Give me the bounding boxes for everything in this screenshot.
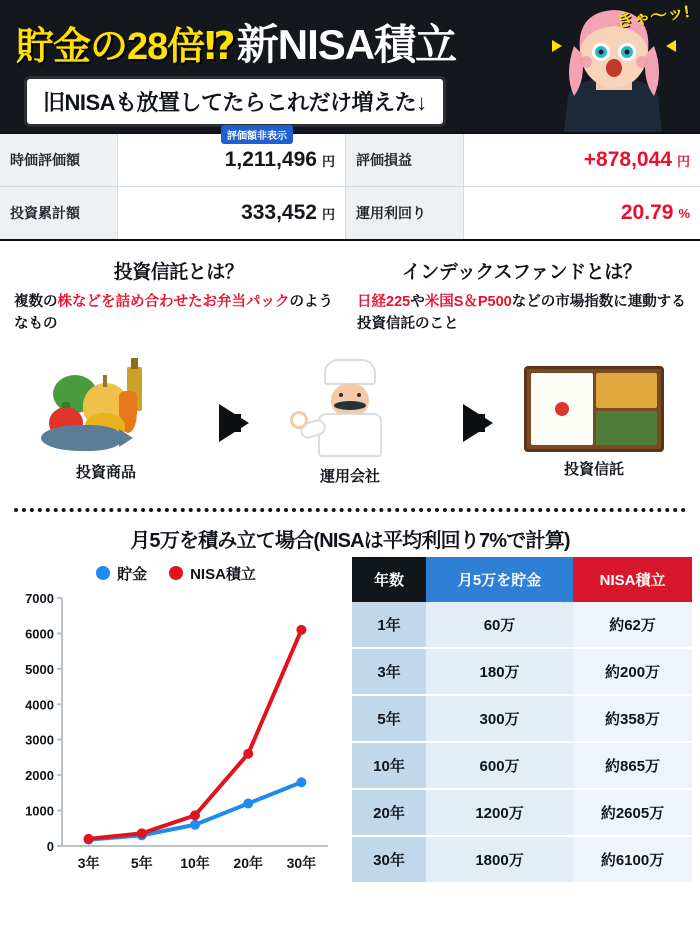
profit-loss-number: +878,044 — [583, 148, 672, 171]
explain-left-title: 投資信託とは？ — [113, 262, 244, 283]
title-main: 新NISA積立 — [236, 21, 457, 68]
explain-right — [357, 257, 686, 336]
svg-text:6000: 6000 — [25, 625, 54, 641]
yield-unit: % — [678, 205, 690, 221]
illustration-label-company: 運用会社 — [319, 468, 380, 485]
table-cell: 5年 — [352, 695, 426, 742]
label-total-invested: 投資累計額 — [0, 187, 118, 239]
legend-item-savings — [96, 563, 147, 584]
explain-right-text-2: などの市場指数に連動する投資信託のこと — [357, 294, 686, 332]
right-arrow-icon — [219, 404, 249, 442]
legend-dot-nisa — [169, 566, 183, 580]
value-yield — [464, 187, 700, 239]
th-nisa: NISA積立 — [573, 557, 692, 602]
table-cell: 1800万 — [426, 836, 573, 883]
illustration-label-fund: 投資信託 — [563, 461, 624, 478]
table-cell: 180万 — [426, 648, 573, 695]
value-profit-loss — [464, 134, 700, 187]
legend-label-nisa: NISA積立 — [190, 565, 256, 583]
explain-right-highlight-2: 米国S＆P500 — [424, 294, 512, 310]
table-cell: 約2605万 — [573, 789, 692, 836]
market-value-unit: 円 — [321, 153, 335, 169]
header-subtitle: 旧NISAも放置してたらこれだけ増えた↓ — [24, 76, 446, 127]
explain-left-text-2: のようなもの — [14, 294, 333, 332]
svg-text:0: 0 — [46, 838, 54, 854]
header-banner — [0, 0, 700, 132]
table-row — [352, 742, 692, 789]
svg-text:2000: 2000 — [25, 767, 54, 783]
illustration-products — [14, 363, 198, 482]
chart-legend — [6, 563, 346, 584]
label-yield: 運用利回り — [346, 187, 464, 239]
table-cell: 60万 — [426, 602, 573, 648]
explanation-section — [0, 241, 700, 342]
chart-title: 月5万を積み立て場合(NISAは平均利回り7%で計算) — [130, 529, 570, 552]
total-invested-number: 333,452 — [241, 201, 317, 224]
comparison-table — [352, 557, 692, 884]
svg-text:4000: 4000 — [25, 696, 54, 712]
illustration-fund — [502, 366, 686, 479]
illustration-row — [0, 348, 700, 498]
value-total-invested — [118, 187, 346, 239]
bento-box-icon — [524, 366, 664, 452]
table-cell: 1200万 — [426, 789, 573, 836]
svg-text:30年: 30年 — [286, 854, 317, 871]
svg-text:7000: 7000 — [25, 590, 54, 606]
table-cell: 約6100万 — [573, 836, 692, 883]
explain-right-body — [357, 292, 686, 336]
hide-value-badge[interactable]: 評価額非表示 — [221, 125, 293, 144]
table-row — [352, 836, 692, 883]
explain-right-title: インデックスファンドとは？ — [401, 262, 642, 283]
table-cell: 20年 — [352, 789, 426, 836]
chart-plot-area — [6, 586, 342, 886]
character-speech-bubble: きゃ〜ッ! — [615, 1, 692, 32]
table-cell: 10年 — [352, 742, 426, 789]
table-cell: 300万 — [426, 695, 573, 742]
illustration-company — [258, 359, 442, 486]
table-cell: 約200万 — [573, 648, 692, 695]
arrow-2 — [442, 404, 502, 442]
profit-loss-unit: 円 — [676, 153, 690, 169]
table-cell: 3年 — [352, 648, 426, 695]
explain-left-highlight: 株などを詰め合わせたお弁当パック — [57, 294, 290, 310]
table-header-row — [352, 557, 692, 602]
table-row — [352, 695, 692, 742]
svg-text:3年: 3年 — [77, 854, 100, 871]
vegetables-fish-icon — [31, 363, 181, 455]
th-savings: 月5万を貯金 — [426, 557, 573, 602]
table-cell: 30年 — [352, 836, 426, 883]
chart-and-table — [0, 557, 700, 886]
yield-number: 20.79 — [620, 201, 674, 224]
explain-right-highlight-1: 日経225 — [357, 294, 411, 310]
market-value-number: 1,211,496 — [224, 148, 317, 171]
illustration-label-products: 投資商品 — [75, 464, 136, 481]
line-chart-block — [6, 557, 346, 886]
character-illustration — [534, 0, 694, 132]
label-profit-loss: 評価損益 — [346, 134, 464, 187]
chef-icon — [302, 359, 398, 459]
svg-text:5000: 5000 — [25, 661, 54, 677]
value-market-value — [118, 131, 346, 187]
right-arrow-icon — [463, 404, 493, 442]
table-cell: 約62万 — [573, 602, 692, 648]
legend-label-savings: 貯金 — [117, 565, 148, 583]
explain-left-body — [14, 292, 343, 336]
arrow-1 — [198, 404, 258, 442]
svg-text:10年: 10年 — [180, 854, 210, 871]
legend-item-nisa — [169, 563, 256, 584]
portfolio-summary-table — [0, 132, 700, 241]
explain-right-text-1: や — [410, 294, 425, 310]
table-cell: 約358万 — [573, 695, 692, 742]
th-years: 年数 — [352, 557, 426, 602]
table-cell: 600万 — [426, 742, 573, 789]
svg-text:20年: 20年 — [233, 854, 263, 871]
table-cell: 約865万 — [573, 742, 692, 789]
table-row — [352, 789, 692, 836]
label-market-value: 時価評価額 — [0, 134, 118, 187]
table-cell: 1年 — [352, 602, 426, 648]
explain-left-text-1: 複数の — [14, 294, 58, 310]
svg-text:5年: 5年 — [130, 854, 153, 871]
table-row — [352, 648, 692, 695]
explain-left — [14, 257, 343, 336]
svg-text:1000: 1000 — [25, 803, 54, 819]
title-highlight: 貯金の28倍⁉ — [16, 25, 235, 68]
total-invested-unit: 円 — [321, 206, 335, 222]
legend-dot-savings — [96, 566, 110, 580]
table-row — [352, 602, 692, 648]
comparison-table-block — [352, 557, 700, 886]
page-title — [16, 12, 456, 72]
svg-text:3000: 3000 — [25, 732, 54, 748]
chart-svg — [6, 586, 342, 886]
